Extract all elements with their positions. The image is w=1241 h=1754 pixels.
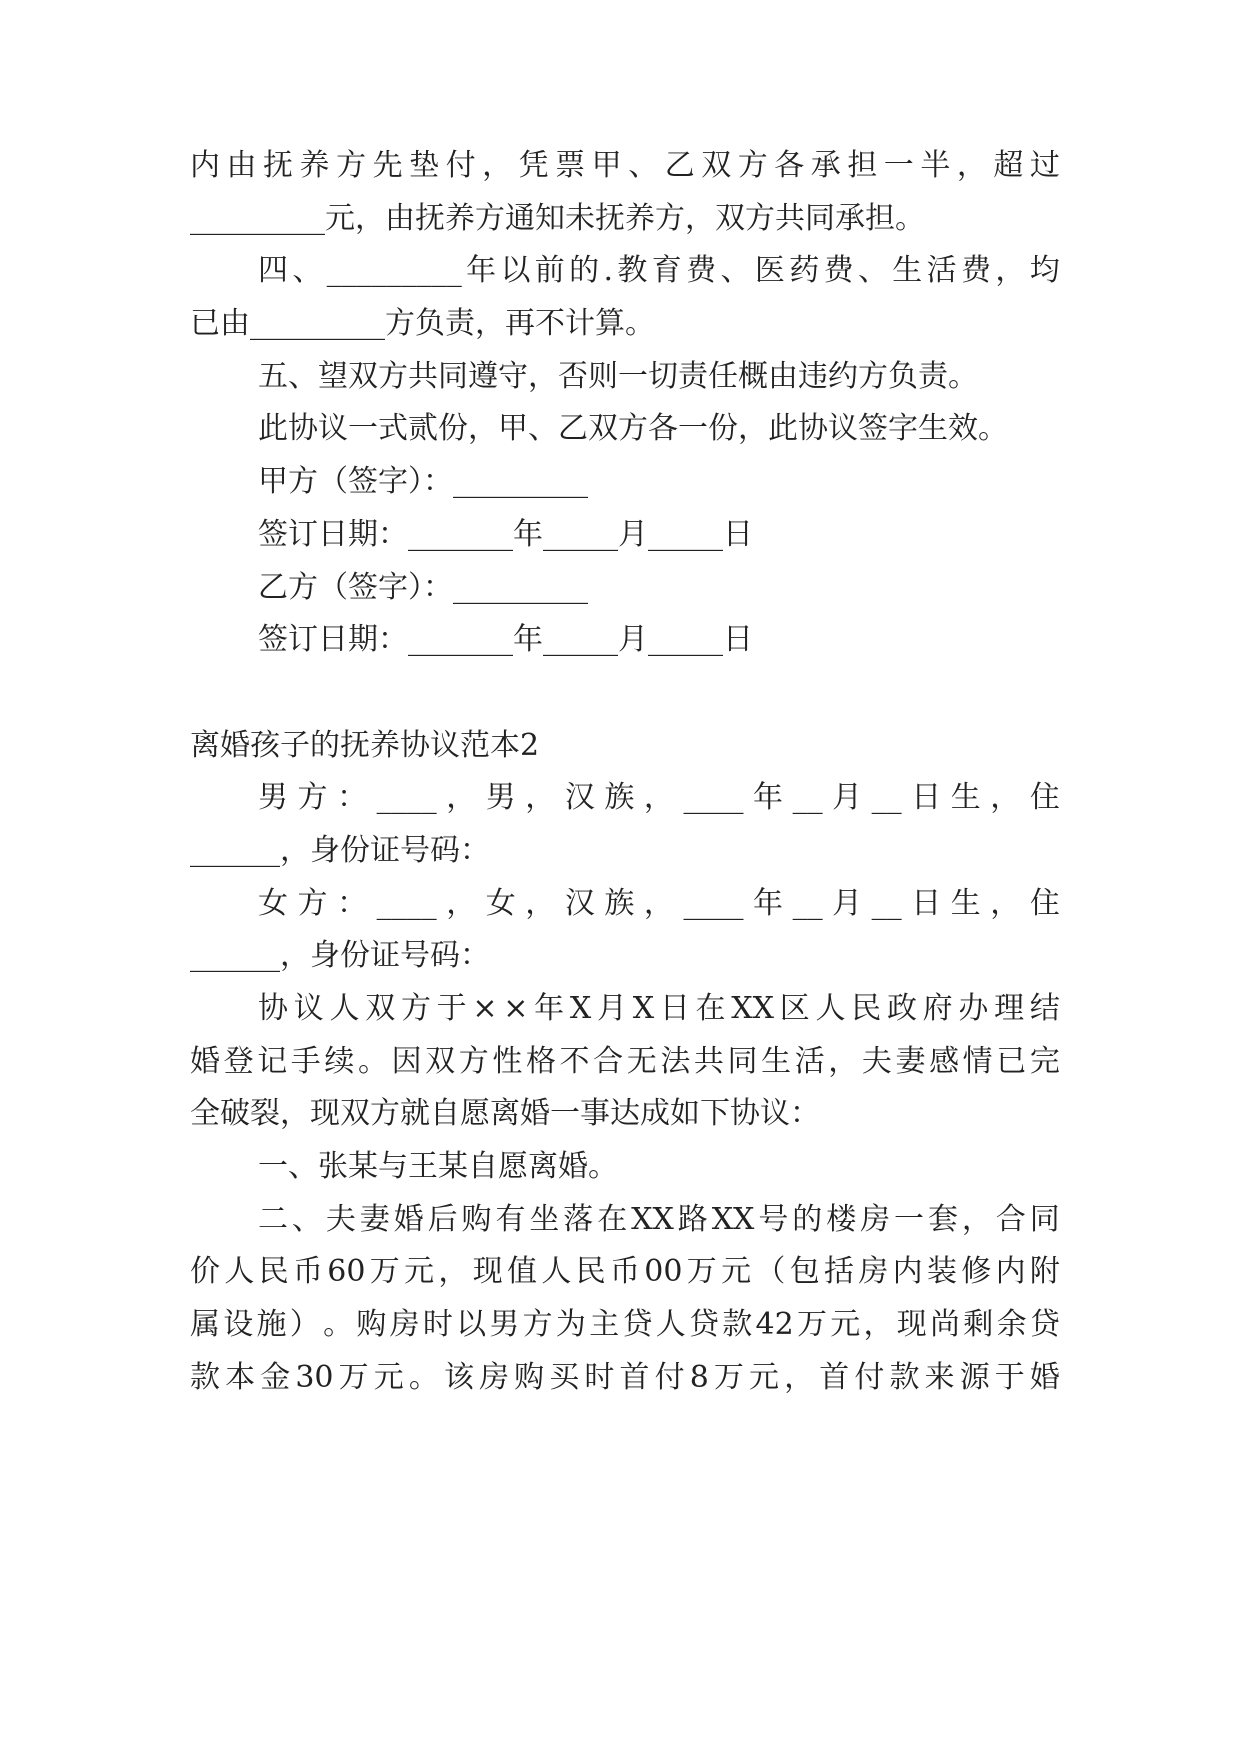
text-segment: （ xyxy=(755,1254,786,1289)
text-segment: 装 xyxy=(926,1254,957,1289)
text-segment: 养 xyxy=(299,148,330,183)
text-segment: 为 xyxy=(555,1307,586,1342)
text-segment: 人 xyxy=(815,991,846,1026)
text-segment: × xyxy=(472,991,498,1026)
text-segment: 坐 xyxy=(529,1202,560,1237)
text-segment: __ xyxy=(871,780,902,815)
text-segment: 金 xyxy=(260,1360,291,1395)
text-segment: 值 xyxy=(507,1254,537,1289)
text-line xyxy=(258,987,1060,1031)
text-segment: 落 xyxy=(563,1202,594,1237)
text-segment: 贷 xyxy=(688,1307,719,1342)
text-segment: 民 xyxy=(851,991,882,1026)
text-segment: 剩 xyxy=(963,1307,994,1342)
text-line: 一、张某与王某自愿离婚。 xyxy=(258,1149,618,1184)
text-segment: 有 xyxy=(495,1202,526,1237)
text-segment: 元 xyxy=(404,1254,435,1289)
text-line xyxy=(258,1198,1060,1242)
text-segment: 不 xyxy=(559,1044,590,1079)
text-segment: 万 xyxy=(796,1307,827,1342)
text-segment: 月 xyxy=(832,886,863,921)
text-segment: 手 xyxy=(290,1044,321,1079)
text-segment: 款 xyxy=(722,1307,753,1342)
text-segment: 抚 xyxy=(263,148,294,183)
text-segment: 内 xyxy=(190,148,220,183)
text-segment: 先 xyxy=(372,148,403,183)
text-segment: 政 xyxy=(886,991,917,1026)
text-segment: 于 xyxy=(994,1360,1025,1395)
text-segment: 方 xyxy=(522,1307,553,1342)
text-line xyxy=(190,1303,1060,1347)
text-segment: 括 xyxy=(824,1254,854,1289)
text-segment: 设 xyxy=(223,1307,254,1342)
text-segment: 元 xyxy=(749,1360,780,1395)
text-segment: 日 xyxy=(911,886,942,921)
text-segment: 格 xyxy=(525,1044,556,1079)
text-segment: 时 xyxy=(584,1360,615,1395)
text-segment: 该 xyxy=(443,1360,474,1395)
text-segment: 汉 xyxy=(564,886,595,921)
text-line: ______，身份证号码： xyxy=(190,833,490,868)
text-segment: 合 xyxy=(995,1202,1026,1237)
text-segment: 协 xyxy=(258,991,288,1026)
section-title: 离婚孩子的抚养协议范本2 xyxy=(190,728,540,763)
text-segment: . xyxy=(603,253,614,288)
text-segment: 的 xyxy=(792,1202,823,1237)
text-segment: ， xyxy=(956,148,987,183)
text-segment: _________ xyxy=(326,253,462,288)
text-segment: 四 xyxy=(258,253,288,288)
text-segment: 购 xyxy=(356,1307,387,1342)
text-segment: 、 xyxy=(291,1202,322,1237)
text-segment: 药 xyxy=(789,253,820,288)
text-segment: 尚 xyxy=(930,1307,961,1342)
text-segment: ， xyxy=(961,1202,992,1237)
text-segment: ， xyxy=(990,780,1021,815)
text-segment: 超 xyxy=(993,148,1024,183)
text-segment: 婚 xyxy=(1029,1360,1060,1395)
text-segment: 月 xyxy=(832,780,863,815)
text-segment: 已 xyxy=(996,1044,1027,1079)
text-segment: 感 xyxy=(929,1044,960,1079)
text-segment: 女 xyxy=(485,886,516,921)
text-segment: 在 xyxy=(597,1202,628,1237)
text-segment: 于 xyxy=(436,991,467,1026)
text-segment: 方 xyxy=(336,148,367,183)
text-segment: 内 xyxy=(892,1254,923,1289)
text-segment: 施 xyxy=(256,1307,287,1342)
text-line: ______，身份证号码： xyxy=(190,938,490,973)
text-segment: 费 xyxy=(961,253,992,288)
text-segment: 在 xyxy=(695,991,726,1026)
text-segment: 月 xyxy=(596,991,627,1026)
text-segment: 年 xyxy=(534,991,565,1026)
text-segment: ， xyxy=(995,253,1026,288)
signing-date-line: 签订日期：_______年_____月_____日 xyxy=(258,622,753,657)
text-line: 全破裂，现双方就自愿离婚一事达成如下协议： xyxy=(190,1096,820,1131)
text-segment: 。 xyxy=(357,1044,388,1079)
text-segment: 人 xyxy=(541,1254,572,1289)
text-segment: 费 xyxy=(686,253,717,288)
text-segment: 付 xyxy=(445,148,476,183)
text-segment: 时 xyxy=(422,1307,453,1342)
text-segment: 来 xyxy=(924,1360,955,1395)
text-segment: 余 xyxy=(996,1307,1027,1342)
text-segment: 购 xyxy=(461,1202,492,1237)
text-segment: 包 xyxy=(789,1254,820,1289)
signing-date-line: 签订日期：_______年_____月_____日 xyxy=(258,517,753,552)
text-segment: 币 xyxy=(292,1254,323,1289)
text-segment: 双 xyxy=(701,148,732,183)
text-segment: 本 xyxy=(225,1360,256,1395)
text-segment: 区 xyxy=(779,991,810,1026)
text-segment: 套 xyxy=(927,1202,958,1237)
text-segment: 42 xyxy=(755,1307,794,1342)
text-segment: 理 xyxy=(994,991,1025,1026)
text-segment: 双 xyxy=(425,1044,456,1079)
text-segment: 夫 xyxy=(861,1044,892,1079)
text-segment: 源 xyxy=(959,1360,990,1395)
text-segment: __ xyxy=(871,886,902,921)
text-segment: 生 xyxy=(761,1044,792,1079)
text-segment: 教 xyxy=(617,253,648,288)
text-segment: 前 xyxy=(534,253,565,288)
text-segment: 府 xyxy=(922,991,953,1026)
text-segment: 妻 xyxy=(895,1044,926,1079)
text-segment: 性 xyxy=(492,1044,523,1079)
text-segment: 无 xyxy=(626,1044,657,1079)
text-segment: __ xyxy=(792,886,823,921)
text-segment: ， xyxy=(525,886,556,921)
text-segment: 款 xyxy=(889,1360,920,1395)
text-segment: 付 xyxy=(654,1360,685,1395)
text-segment: ， xyxy=(784,1360,815,1395)
text-segment: 币 xyxy=(609,1254,640,1289)
text-segment: 住 xyxy=(1029,780,1060,815)
text-segment: 、 xyxy=(720,253,751,288)
text-segment: X xyxy=(632,991,655,1026)
text-segment: 买 xyxy=(549,1360,580,1395)
text-segment: ， xyxy=(863,1307,894,1342)
text-segment: 凭 xyxy=(518,148,549,183)
text-segment: 60 xyxy=(327,1254,366,1289)
text-segment: 、 xyxy=(292,253,323,288)
text-segment: ： xyxy=(337,780,368,815)
text-segment: XX xyxy=(631,1202,674,1237)
text-segment: 族 xyxy=(604,886,635,921)
text-segment: 楼 xyxy=(826,1202,857,1237)
text-segment: 生 xyxy=(950,886,981,921)
text-segment: 、 xyxy=(857,253,888,288)
text-segment: 婚 xyxy=(190,1044,220,1079)
text-segment: 生 xyxy=(950,780,981,815)
text-segment: 房 xyxy=(479,1360,510,1395)
text-segment: XX xyxy=(731,991,774,1026)
text-segment: 同 xyxy=(727,1044,758,1079)
text-line xyxy=(190,1250,1060,1294)
text-segment: 记 xyxy=(257,1044,288,1079)
text-segment: 房 xyxy=(860,1202,891,1237)
text-segment: 万 xyxy=(338,1360,369,1395)
text-segment: 完 xyxy=(1029,1044,1060,1079)
text-segment: ____ xyxy=(376,886,437,921)
text-segment: 民 xyxy=(575,1254,606,1289)
text-segment: 双 xyxy=(365,991,396,1026)
text-segment: 生 xyxy=(892,253,923,288)
text-segment: 现 xyxy=(472,1254,503,1289)
text-segment: 方 xyxy=(458,1044,489,1079)
text-segment: 8 xyxy=(689,1360,709,1395)
text-segment: 女 xyxy=(258,886,288,921)
text-segment: 垫 xyxy=(409,148,440,183)
text-segment: 元 xyxy=(830,1307,861,1342)
text-segment: 、 xyxy=(628,148,659,183)
text-segment: 男 xyxy=(258,780,288,815)
text-segment: 活 xyxy=(794,1044,825,1079)
text-segment: 元 xyxy=(373,1360,404,1395)
text-segment: 住 xyxy=(1029,886,1060,921)
text-line xyxy=(258,249,1060,293)
text-segment: XX xyxy=(711,1202,755,1237)
text-segment: ， xyxy=(446,886,477,921)
text-segment: 情 xyxy=(962,1044,993,1079)
text-line xyxy=(190,1356,1060,1400)
text-segment: 费 xyxy=(823,253,854,288)
text-segment: 因 xyxy=(391,1044,422,1079)
text-segment: 乙 xyxy=(664,148,695,183)
text-segment: 族 xyxy=(604,780,635,815)
text-segment: 同 xyxy=(1029,1202,1060,1237)
text-segment: 结 xyxy=(1029,991,1060,1026)
text-segment: 后 xyxy=(427,1202,458,1237)
text-segment: 。 xyxy=(408,1360,439,1395)
text-segment: 妻 xyxy=(359,1202,390,1237)
text-segment: ， xyxy=(446,780,477,815)
text-segment: 贷 xyxy=(622,1307,653,1342)
text-segment: 以 xyxy=(456,1307,487,1342)
text-segment: 男 xyxy=(489,1307,520,1342)
text-segment: 现 xyxy=(896,1307,927,1342)
text-segment: 路 xyxy=(677,1202,708,1237)
text-segment: 主 xyxy=(589,1307,620,1342)
text-segment: 医 xyxy=(754,253,785,288)
text-segment: 日 xyxy=(911,780,942,815)
text-segment: 万 xyxy=(713,1360,744,1395)
text-segment: 日 xyxy=(659,991,690,1026)
text-segment: 年 xyxy=(466,253,497,288)
text-segment: 号 xyxy=(758,1202,789,1237)
signature-line-party-b: 乙方（签字）：_________ xyxy=(258,570,588,605)
text-segment: 各 xyxy=(774,148,805,183)
text-segment: 男 xyxy=(485,780,516,815)
text-segment: ， xyxy=(643,780,674,815)
text-line-female-party xyxy=(258,882,1060,926)
text-segment: 二 xyxy=(258,1202,288,1237)
text-segment: 元 xyxy=(721,1254,752,1289)
text-segment: ， xyxy=(990,886,1021,921)
text-segment: 首 xyxy=(619,1360,650,1395)
text-segment: 育 xyxy=(651,253,682,288)
text-segment: ， xyxy=(525,780,556,815)
text-line xyxy=(190,144,1060,188)
text-segment: 。 xyxy=(323,1307,354,1342)
text-segment: 半 xyxy=(920,148,951,183)
text-segment: 贷 xyxy=(1029,1307,1060,1342)
text-segment: ____ xyxy=(376,780,437,815)
text-line-male-party xyxy=(258,776,1060,820)
text-segment: 人 xyxy=(224,1254,255,1289)
text-segment: 年 xyxy=(753,780,784,815)
text-segment: 的 xyxy=(569,253,600,288)
text-segment: × xyxy=(503,991,529,1026)
text-segment: 款 xyxy=(190,1360,220,1395)
text-line: 五、望双方共同遵守，否则一切责任概由违约方负责。 xyxy=(258,359,978,394)
text-segment: 年 xyxy=(753,886,784,921)
text-segment: 一 xyxy=(883,148,914,183)
text-segment: 方 xyxy=(297,780,328,815)
text-segment: 方 xyxy=(737,148,768,183)
text-segment: 一 xyxy=(894,1202,925,1237)
text-segment: 购 xyxy=(514,1360,545,1395)
text-segment: 续 xyxy=(324,1044,355,1079)
text-segment: 人 xyxy=(329,991,360,1026)
text-segment: ： xyxy=(337,886,368,921)
text-segment: 方 xyxy=(297,886,328,921)
text-segment: 担 xyxy=(847,148,878,183)
text-segment: ， xyxy=(828,1044,859,1079)
text-segment: 登 xyxy=(223,1044,254,1079)
text-segment: 过 xyxy=(1029,148,1060,183)
text-segment: 夫 xyxy=(325,1202,356,1237)
text-segment: 均 xyxy=(1029,253,1060,288)
text-line: 已由_________方负责，再不计算。 xyxy=(190,306,655,341)
text-segment: 属 xyxy=(190,1307,220,1342)
signature-line-party-a: 甲方（签字）：_________ xyxy=(258,464,588,499)
text-segment: 方 xyxy=(400,991,431,1026)
text-segment: 付 xyxy=(854,1360,885,1395)
text-segment: 万 xyxy=(686,1254,717,1289)
text-segment: 票 xyxy=(555,148,586,183)
text-segment: 合 xyxy=(593,1044,624,1079)
text-segment: 共 xyxy=(693,1044,724,1079)
text-segment: 30 xyxy=(295,1360,334,1395)
text-segment: 附 xyxy=(1029,1254,1060,1289)
text-segment: 办 xyxy=(958,991,989,1026)
text-segment: 承 xyxy=(810,148,841,183)
text-segment: 人 xyxy=(655,1307,686,1342)
text-segment: 万 xyxy=(369,1254,400,1289)
text-segment: 房 xyxy=(858,1254,889,1289)
text-segment: ____ xyxy=(683,780,744,815)
text-segment: 活 xyxy=(926,253,957,288)
text-segment: 议 xyxy=(293,991,324,1026)
text-segment: 民 xyxy=(258,1254,289,1289)
text-segment: 00 xyxy=(644,1254,683,1289)
text-segment: 汉 xyxy=(564,780,595,815)
text-segment: 房 xyxy=(389,1307,420,1342)
text-segment: __ xyxy=(792,780,823,815)
text-segment: 婚 xyxy=(393,1202,424,1237)
text-line xyxy=(190,1040,1060,1084)
text-segment: 法 xyxy=(660,1044,691,1079)
text-segment: 甲 xyxy=(591,148,622,183)
text-segment: 以 xyxy=(500,253,531,288)
text-segment: 价 xyxy=(190,1254,220,1289)
text-segment: 内 xyxy=(995,1254,1026,1289)
text-segment: ____ xyxy=(683,886,744,921)
text-segment: ） xyxy=(289,1307,320,1342)
text-segment: ， xyxy=(482,148,513,183)
text-segment: 首 xyxy=(819,1360,850,1395)
text-line: _________元，由抚养方通知未抚养方，双方共同承担。 xyxy=(190,201,925,236)
text-segment: ， xyxy=(438,1254,469,1289)
text-line: 此协议一式贰份，甲、乙双方各一份，此协议签字生效。 xyxy=(258,411,1008,446)
text-segment: X xyxy=(569,991,592,1026)
text-segment: ， xyxy=(643,886,674,921)
text-segment: 修 xyxy=(961,1254,992,1289)
text-segment: 由 xyxy=(226,148,257,183)
